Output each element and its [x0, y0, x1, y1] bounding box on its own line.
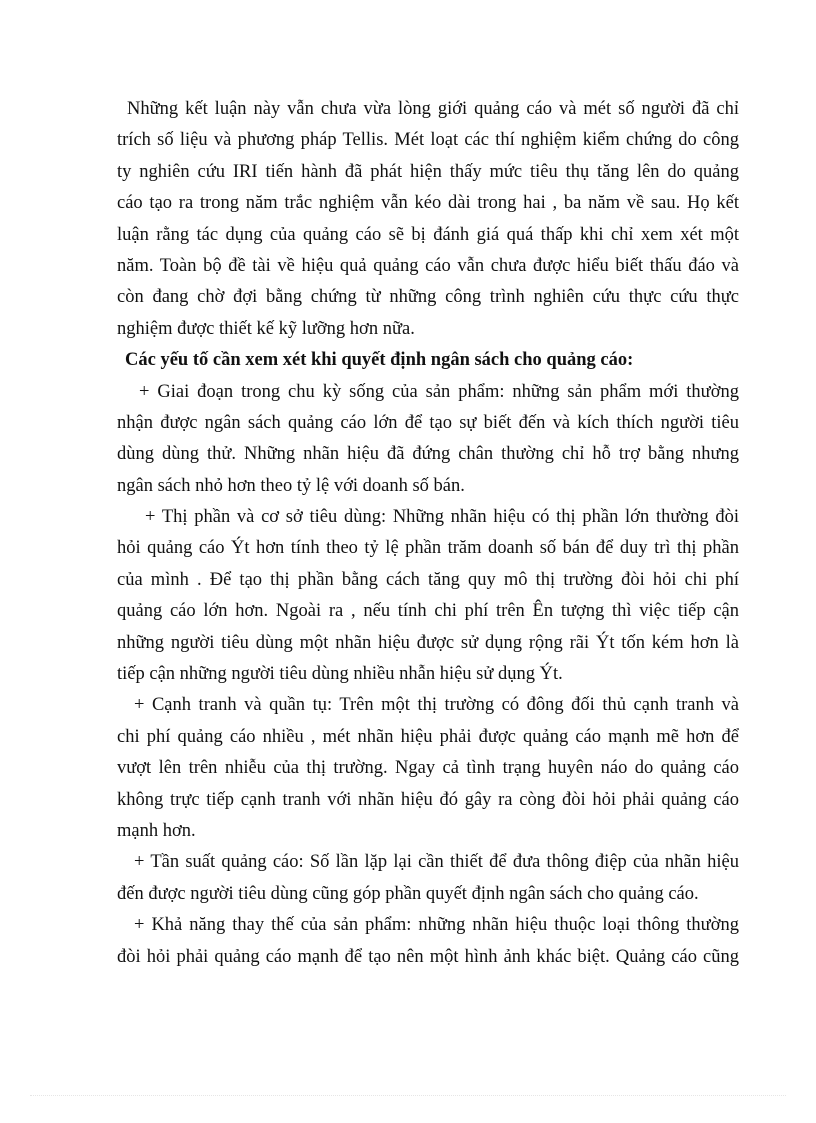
text-line: tiếp cận những người tiêu dùng nhiều nhẫn hiệu sử dụng Ýt.	[117, 664, 563, 685]
paragraph-competition	[117, 690, 739, 847]
paragraph-conclusions	[117, 94, 739, 345]
paragraph-frequency	[117, 847, 739, 910]
text-line: ty nghiên cứu IRI tiến hành đã phát hiện thấy mức tiêu thụ tăng lên do quảng	[117, 161, 739, 182]
text-line: còn đang chờ đợi bằng chứng từ những công trình nghiên cứu thực cứu thực	[117, 287, 739, 308]
text-line: đến được người tiêu dùng cũng góp phần quyết định ngân sách cho quảng cáo.	[117, 883, 699, 904]
text-line: + Khả năng thay thế của sản phẩm: những nhãn hiệu thuộc loại thông thường	[134, 915, 739, 936]
text-line: nghiệm được thiết kế kỹ lưỡng hơn nữa.	[117, 318, 415, 339]
text-line: ngân sách nhỏ hơn theo tỷ lệ với doanh số bán.	[117, 475, 465, 496]
text-line: quảng cáo lớn hơn. Ngoài ra , nếu tính chi phí trên Ên tượng thì việc tiếp cận	[117, 601, 739, 622]
text-line: luận rằng tác dụng của quảng cáo sẽ bị đánh giá quá thấp khi chỉ xem xét một	[117, 224, 739, 245]
page-footer-divider	[30, 1095, 786, 1096]
text-line: không trực tiếp cạnh tranh với nhãn hiệu đó gây ra còng đòi hỏi phải quảng cáo	[117, 789, 739, 810]
document-body	[117, 94, 739, 973]
text-line: cáo tạo ra trong năm trắc nghiệm vẫn kéo dài trong hai , ba năm về sau. Họ kết	[117, 193, 739, 214]
text-line: năm. Toàn bộ đề tài về hiệu quả quảng cáo vẫn chưa được hiểu biết thấu đáo và	[117, 255, 739, 276]
text-line: nhận được ngân sách quảng cáo lớn để tạo sự biết đến và kích thích người tiêu	[117, 412, 739, 433]
paragraph-product-lifecycle	[117, 377, 739, 503]
text-line: trích số liệu và phương pháp Tellis. Mét loạt các thí nghiệm kiểm chứng do công	[117, 130, 739, 151]
text-line: chi phí quảng cáo nhiều , mét nhãn hiệu phải được quảng cáo mạnh mẽ hơn để	[117, 726, 739, 747]
paragraph-substitutability	[117, 910, 739, 973]
text-line: hỏi quảng cáo Ýt hơn tính theo tỷ lệ phần trăm doanh số bán để duy trì thị phần	[117, 538, 739, 559]
paragraph-market-share	[117, 502, 739, 690]
text-line: đòi hỏi phải quảng cáo mạnh để tạo nên một hình ảnh khác biệt. Quảng cáo cũng	[117, 946, 739, 967]
heading-text: Các yếu tố cần xem xét khi quyết định ngân sách cho quảng cáo:	[125, 350, 634, 371]
text-line: mạnh hơn.	[117, 820, 196, 841]
text-line: + Tần suất quảng cáo: Số lần lặp lại cần thiết để đưa thông điệp của nhãn hiệu	[134, 852, 739, 873]
text-line: + Giai đoạn trong chu kỳ sống của sản phẩm: những sản phẩm mới thường	[139, 381, 739, 402]
section-heading	[117, 345, 739, 376]
text-line: vượt lên trên nhiễu của thị trường. Ngay cả tình trạng huyên náo do quảng cáo	[117, 758, 739, 779]
text-line: + Thị phần và cơ sở tiêu dùng: Những nhãn hiệu có thị phần lớn thường đòi	[145, 507, 739, 528]
text-line: + Cạnh tranh và quần tụ: Trên một thị trường có đông đối thủ cạnh tranh và	[134, 695, 739, 716]
text-line: những người tiêu dùng một nhãn hiệu được sử dụng rộng rãi Ýt tốn kém hơn là	[117, 632, 739, 653]
text-line: Những kết luận này vẫn chưa vừa lòng giới quảng cáo và mét số người đã chỉ	[127, 99, 739, 119]
text-line: của mình . Để tạo thị phần bằng cách tăng quy mô thị trường đòi hỏi chi phí	[117, 569, 739, 590]
text-line: dùng dùng thử. Những nhãn hiệu đã đứng chân thường chỉ hỗ trợ bằng nhưng	[117, 444, 739, 465]
